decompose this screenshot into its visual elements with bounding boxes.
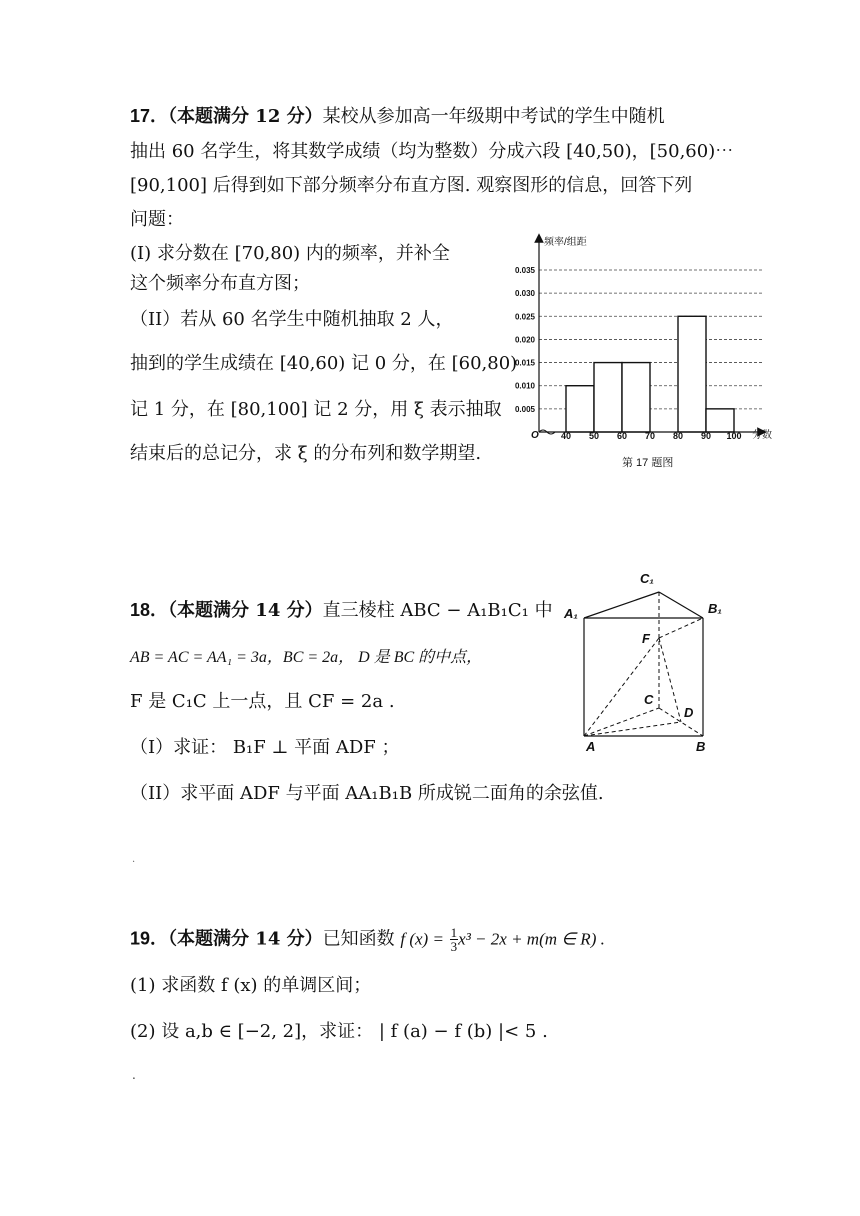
histogram-bar	[594, 363, 622, 432]
stray-dot: .	[132, 854, 136, 865]
x-tick-label: 60	[616, 431, 628, 441]
q17-line-1	[130, 104, 665, 129]
label-c: C	[644, 692, 654, 707]
q17-line-2: 抽出 60 名学生，将其数学成绩（均为整数）分成六段 [40,50)，[50,60)⋯	[130, 141, 734, 162]
label-f: F	[642, 631, 650, 646]
q19-part1: (1) 求函数 f (x) 的单调区间；	[130, 975, 372, 996]
q18-line-1	[130, 598, 553, 623]
q19-header: （本题满分 14 分）	[168, 928, 323, 950]
q18-header: （本题满分 14 分）	[168, 600, 323, 621]
histogram-chart	[500, 232, 790, 477]
q18-line-2: AB = AC = AA₁ = 3a，BC = 2a， D 是 BC 的中点，	[130, 649, 483, 666]
q17-part2-d: 结束后的总记分，求 ξ 的分布列和数学期望.	[130, 443, 482, 464]
histogram-bar	[706, 409, 734, 432]
label-b1: B₁	[708, 601, 722, 616]
label-a1: A₁	[564, 606, 578, 621]
fraction-denominator: 3	[450, 939, 458, 954]
x-tick-label: 80	[672, 431, 684, 441]
q17-part2-b: 抽到的学生成绩在 [40,60) 记 0 分，在 [60,80)	[130, 353, 518, 374]
segment-f-d	[659, 638, 681, 722]
q17-text-1: 某校从参加高一年级期中考试的学生中随机	[322, 106, 665, 127]
label-a: A	[586, 739, 596, 754]
q17-part1-b: 这个频率分布直方图；	[130, 273, 310, 294]
y-axis-label: 频率/组距	[544, 237, 587, 248]
label-d: D	[684, 705, 694, 720]
histogram-bar	[566, 386, 594, 432]
stray-dot: .	[132, 1068, 136, 1082]
y-tick-labels	[515, 266, 536, 414]
histogram-bar	[678, 316, 706, 432]
edge-a1-c1	[584, 592, 659, 618]
y-tick-label: 0.020	[514, 335, 535, 345]
q19-fraction	[450, 926, 459, 953]
q19-function-right: x³ − 2x + m(m ∈ R) .	[458, 929, 605, 949]
segment-f-b1	[659, 618, 703, 638]
q18-part2: （II）求平面 ADF 与平面 AA₁B₁B 所成锐二面角的余弦值.	[130, 783, 604, 804]
figure-caption: 第 17 题图	[622, 457, 674, 469]
prism-diagram	[560, 568, 730, 758]
y-tick-label: 0.030	[514, 289, 535, 299]
q17-line-3: [90,100] 后得到如下部分频率分布直方图. 观察图形的信息，回答下列	[130, 175, 693, 196]
x-axis-label: 分数	[752, 430, 772, 441]
x-tick-label: 40	[560, 431, 572, 441]
edge-c1-b1	[659, 592, 703, 618]
q18-text-1: 直三棱柱 ABC − A₁B₁C₁ 中	[322, 600, 553, 621]
y-tick-label: 0.005	[514, 404, 535, 414]
y-tick-label: 0.010	[514, 381, 535, 391]
histogram-bars	[566, 316, 734, 432]
x-tick-label: 100	[726, 431, 742, 441]
q19-part2: (2) 设 a,b ∈ [−2, 2]，求证： | f (a) − f (b) |< 5 .	[130, 1021, 548, 1042]
q17-part2-c: 记 1 分，在 [80,100] 记 2 分，用 ξ 表示抽取	[130, 399, 502, 420]
y-tick-label: 0.025	[514, 312, 535, 322]
q19-number: 19．	[130, 928, 169, 949]
segment-a-d	[584, 722, 681, 736]
q19-line-1	[130, 926, 605, 953]
label-c1: C₁	[640, 571, 654, 586]
x-tick-label: 90	[700, 431, 712, 441]
q17-part2-a: （II）若从 60 名学生中随机抽取 2 人，	[130, 309, 454, 330]
q17-line-4: 问题：	[130, 209, 184, 230]
histogram-bar	[622, 363, 650, 432]
x-tick-label: 50	[588, 431, 600, 441]
q17-part1-a: (Ⅰ) 求分数在 [70,80) 内的频率，并补全	[130, 243, 450, 264]
q17-number: 17．	[130, 106, 169, 126]
q19-lead: 已知函数	[322, 928, 395, 950]
q18-part1: （I）求证： B₁F ⊥ 平面 ADF ；	[130, 737, 400, 758]
fraction-numerator: 1	[450, 925, 458, 940]
origin-label: O	[531, 430, 539, 441]
y-tick-label: 0.035	[514, 266, 535, 275]
label-b: B	[696, 739, 706, 754]
x-tick-label: 70	[644, 431, 656, 441]
q19-function-left: f (x) =	[400, 929, 444, 949]
q18-number: 18．	[130, 600, 169, 620]
segment-a-f	[584, 638, 659, 736]
y-tick-label: 0.015	[514, 358, 535, 368]
q17-header: （本题满分 12 分）	[168, 106, 323, 127]
q18-line-3: F 是 C₁C 上一点，且 CF = 2a .	[130, 691, 395, 712]
